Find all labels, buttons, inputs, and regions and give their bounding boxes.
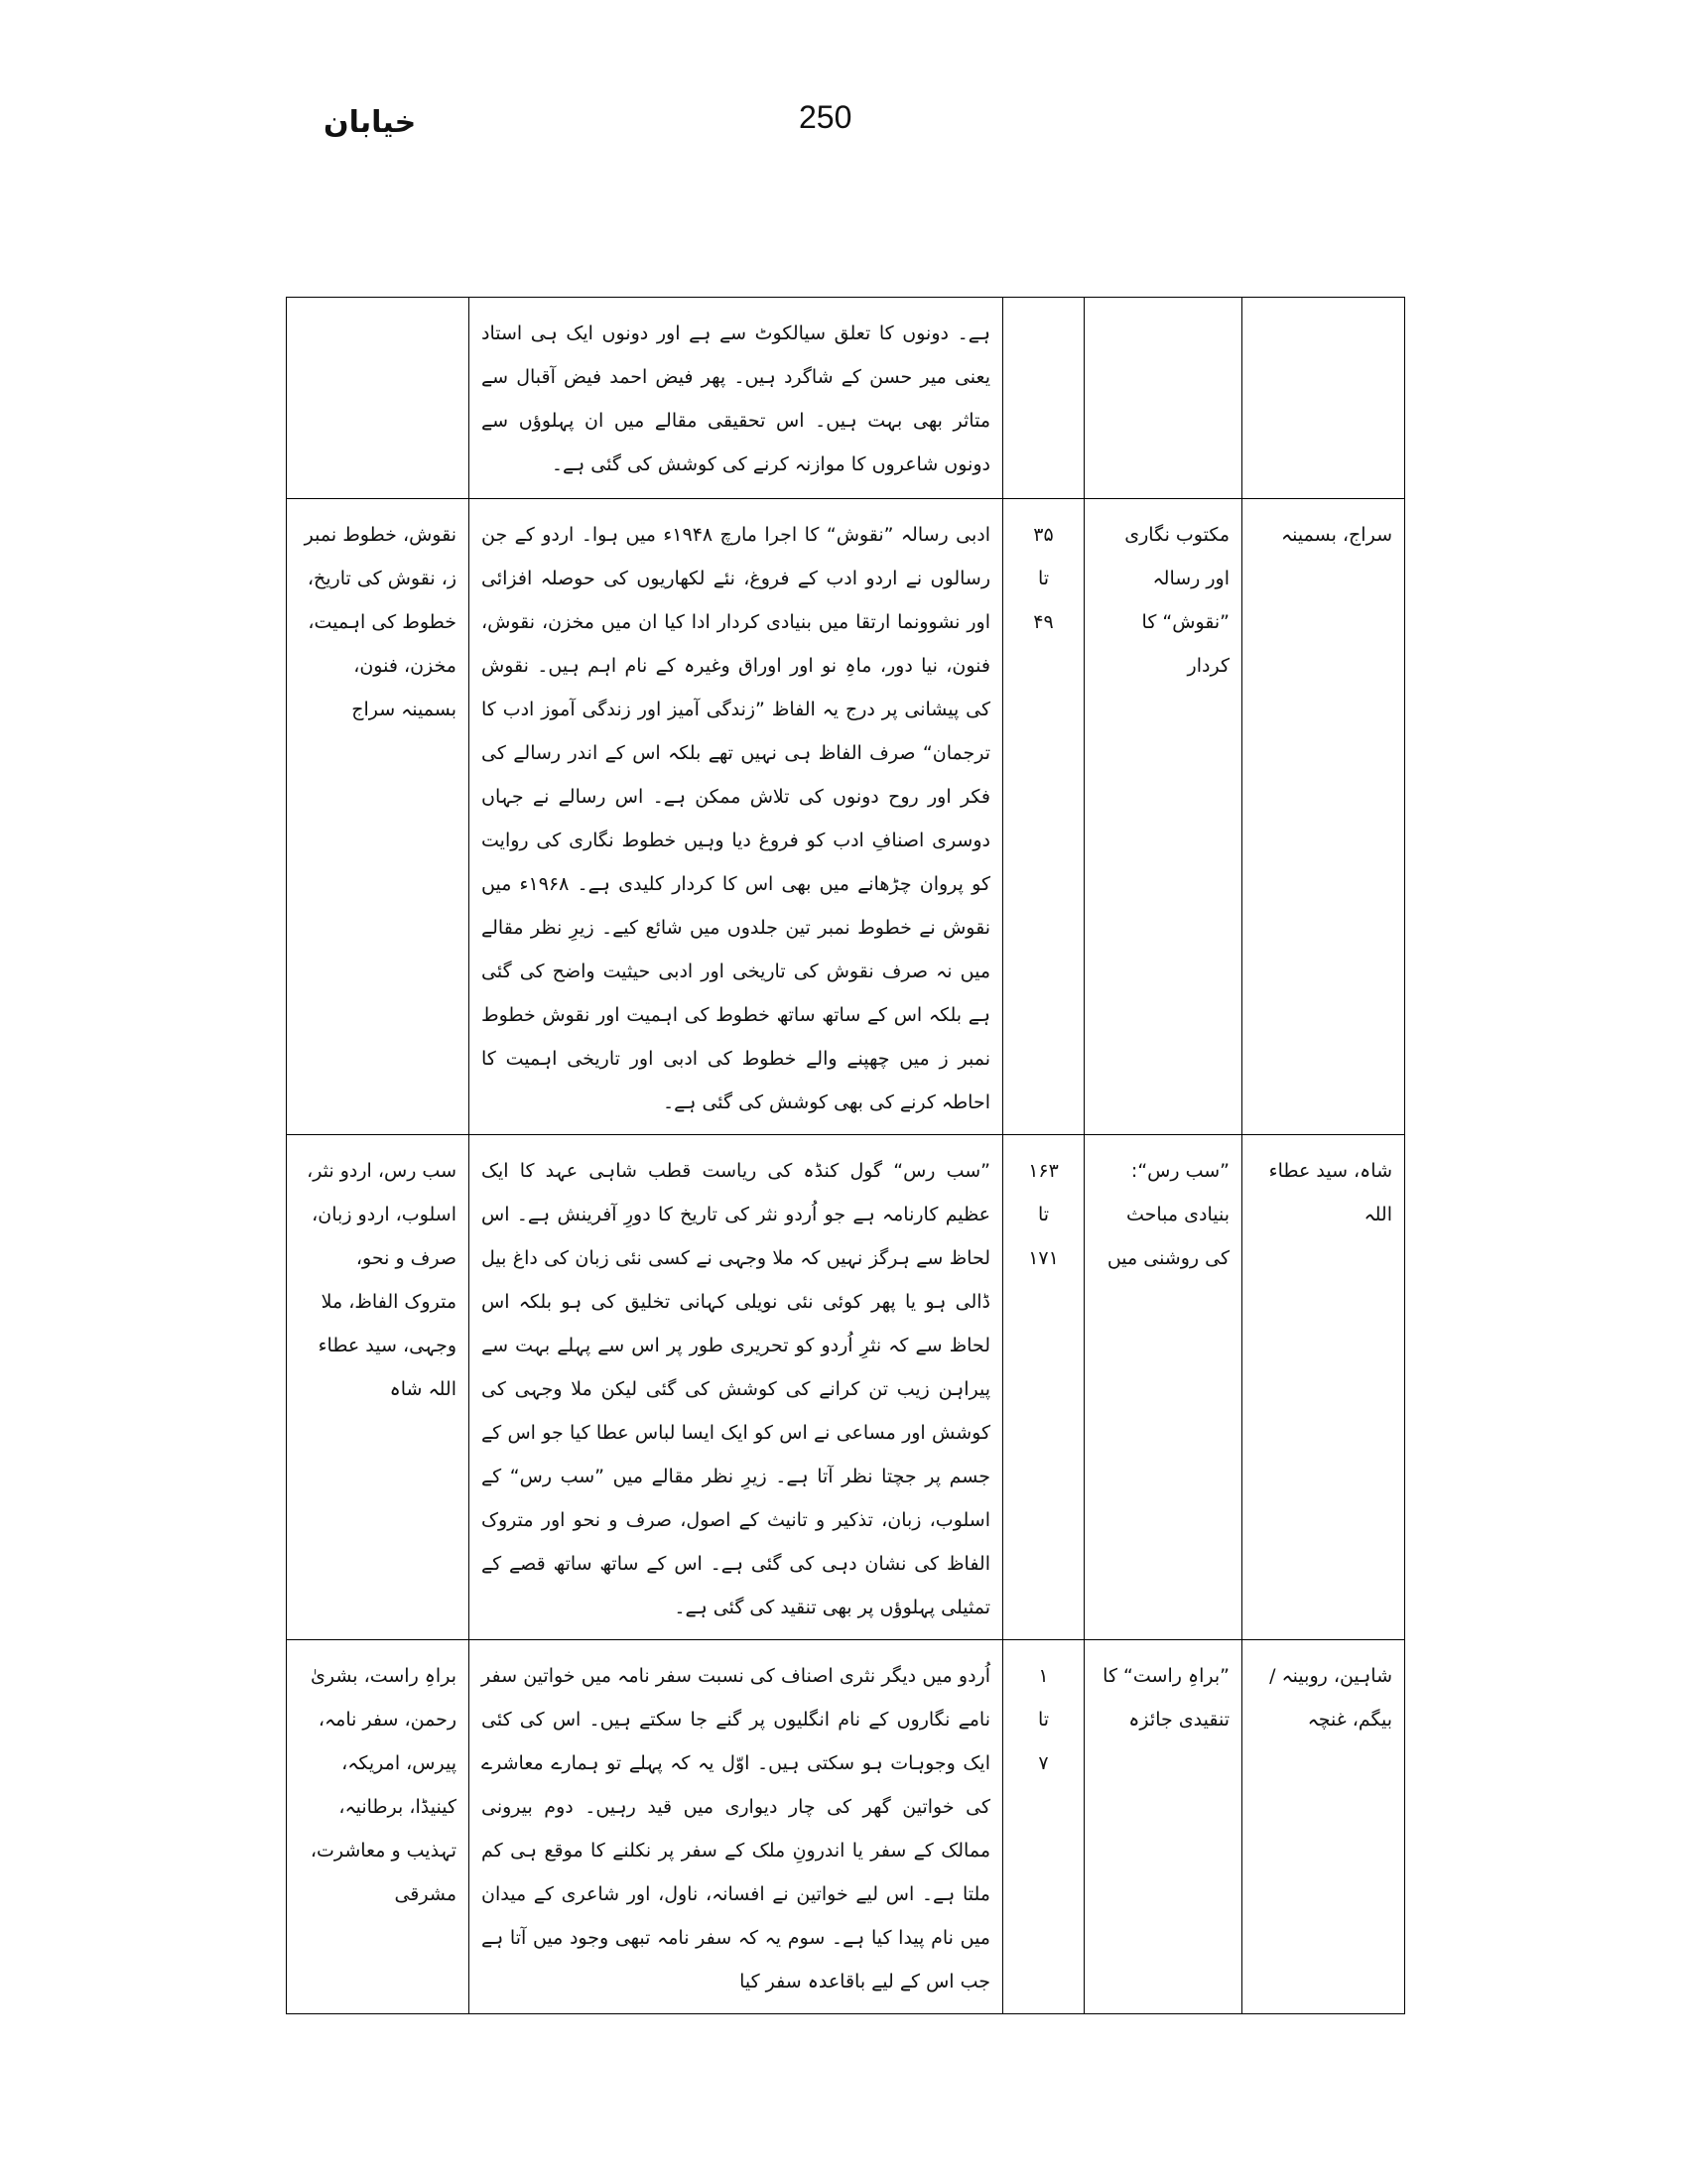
page-range-cell	[1003, 298, 1085, 499]
page-to: تا	[1037, 568, 1050, 589]
author-name-cell: شاہ، سید عطاء اللہ	[1242, 1135, 1405, 1640]
article-title-cell: ”سب رس“: بنیادی مباحث کی روشنی میں	[1085, 1135, 1242, 1640]
journal-title: خیابان	[324, 105, 417, 140]
abstract-cell: اُردو میں دیگر نثری اصناف کی نسبت سفر نامہ میں خواتین سفر نامے نگاروں کے نام انگلیوں پر گنے جا سکتے ہیں۔ اس کی کئی ایک وجوہات ہو سکتی ہیں۔ اوّل یہ کہ پہلے تو ہمارے معاشرے کی خواتین گھر کی چار دیواری میں قید رہیں۔ دوم بیرونی ممالک کے سفر یا اندرونِ ملک کے سفر پر نکلنے کا موقع ہی کم ملتا ہے۔ اس لیے خواتین نے افسانہ، ناول، اور شاعری کے میدان میں نام پیدا کیا ہے۔ سوم یہ کہ سفر نامہ تبھی وجود میں آتا ہے جب اس کے لیے باقاعدہ سفر کیا	[469, 1640, 1003, 2014]
author-name-cell	[1242, 298, 1405, 499]
page-end: ۱۷۱	[1028, 1247, 1059, 1269]
abstract-cell: ادبی رسالہ ”نقوش“ کا اجرا مارچ ۱۹۴۸ء میں ہوا۔ اردو کے جن رسالوں نے اردو ادب کے فروغ، نئے لکھاریوں کی حوصلہ افزائی اور نشوونما ارتقا میں بنیادی کردار ادا کیا ان میں مخزن، نقوش، فنون، نیا دور، ماہِ نو اور اوراق وغیرہ کے نام اہم ہیں۔ نقوش کی پیشانی پر درج یہ الفاظ ”زندگی آمیز اور زندگی آموز ادب کا ترجمان“ صرف الفاظ ہی نہیں تھے بلکہ اس کے اندر رسالے کی فکر اور روح دونوں کی تلاش ممکن ہے۔ اس رسالے نے جہاں دوسری اصنافِ ادب کو فروغ دیا وہیں خطوط نگاری کی روایت کو پروان چڑھانے میں بھی اس کا کردار کلیدی ہے۔ ۱۹۶۸ء میں نقوش نے خطوط نمبر تین جلدوں میں شائع کیے۔ زیرِ نظر مقالے میں نہ صرف نقوش کی تاریخی اور ادبی حیثیت واضح کی گئی ہے بلکہ اس کے ساتھ ساتھ خطوط کی اہمیت اور نقوش خطوط نمبر ز میں چھپنے والے خطوط کی ادبی اور تاریخی اہمیت کا احاطہ کرنے کی بھی کوشش کی گئی ہے۔	[469, 499, 1003, 1135]
keywords-cell	[287, 298, 469, 499]
page-start: ۳۵	[1033, 524, 1054, 546]
table-row	[287, 298, 1405, 499]
article-title-cell: ”براہِ راست“ کا تنقیدی جائزہ	[1085, 1640, 1242, 2014]
abstract-cell: ہے۔ دونوں کا تعلق سیالکوٹ سے ہے اور دونوں ایک ہی استاد یعنی میر حسن کے شاگرد ہیں۔ پھر فیض احمد فیض آقبال سے متاثر بھی بہت ہیں۔ اس تحقیقی مقالے میں ان پہلوؤں سے دونوں شاعروں کا موازنہ کرنے کی کوشش کی گئی ہے۔	[469, 298, 1003, 499]
page-range-cell	[1003, 499, 1085, 1135]
table-row	[287, 1640, 1405, 2014]
abstract-cell: ”سب رس“ گول کنڈہ کی ریاست قطب شاہی عہد کا ایک عظیم کارنامہ ہے جو اُردو نثر کی تاریخ کا دورِ آفرینش ہے۔ اس لحاظ سے ہرگز نہیں کہ ملا وجہی نے کسی نئی زبان کی داغ بیل ڈالی ہو یا پھر کوئی نئی نویلی کہانی تخلیق کی ہو بلکہ اس لحاظ سے کہ نثرِ اُردو کو تحریری طور پر اس سے پہلے بہت سے پیراہن زیب تن کرانے کی کوشش کی گئی لیکن ملا وجہی کی کوشش اور مساعی نے اس کو ایک ایسا لباس عطا کیا جو اس کے جسم پر جچتا نظر آتا ہے۔ زیرِ نظر مقالے میں ”سب رس“ کے اسلوب، زبان، تذکیر و تانیث کے اصول، صرف و نحو اور متروک الفاظ کی نشان دہی کی گئی ہے۔ اس کے ساتھ ساتھ قصے کے تمثیلی پہلوؤں پر بھی تنقید کی گئی ہے۔	[469, 1135, 1003, 1640]
page-start: ۱۶۳	[1028, 1160, 1059, 1182]
page-range-cell	[1003, 1135, 1085, 1640]
author-name-cell: شاہین، روبینہ / بیگم، غنچہ	[1242, 1640, 1405, 2014]
article-title-cell	[1085, 298, 1242, 499]
keywords-cell: نقوش، خطوط نمبر ز، نقوش کی تاریخ، خطوط کی اہمیت، مخزن، فنون، بسمینہ سراج	[287, 499, 469, 1135]
page-end: ۴۹	[1033, 611, 1054, 633]
page-to: تا	[1037, 1709, 1050, 1731]
page-to: تا	[1037, 1204, 1050, 1225]
keywords-cell: سب رس، اردو نثر، اسلوب، اردو زبان، صرف و نحو، متروک الفاظ، ملا وجہی، سید عطاء اللہ شاہ	[287, 1135, 469, 1640]
article-index-table	[286, 297, 1405, 2014]
table-row	[287, 499, 1405, 1135]
page-range-cell	[1003, 1640, 1085, 2014]
page-end: ۷	[1038, 1752, 1049, 1774]
page-start: ۱	[1038, 1665, 1049, 1687]
keywords-cell: براہِ راست، بشریٰ رحمن، سفر نامہ، پیرس، امریکہ، کینیڈا، برطانیہ، تہذیب و معاشرت، مشرقی	[287, 1640, 469, 2014]
table-row	[287, 1135, 1405, 1640]
page-number: 250	[799, 99, 852, 135]
author-name-cell: سراج، بسمینہ	[1242, 499, 1405, 1135]
article-title-cell: مکتوب نگاری اور رسالہ ”نقوش“ کا کردار	[1085, 499, 1242, 1135]
